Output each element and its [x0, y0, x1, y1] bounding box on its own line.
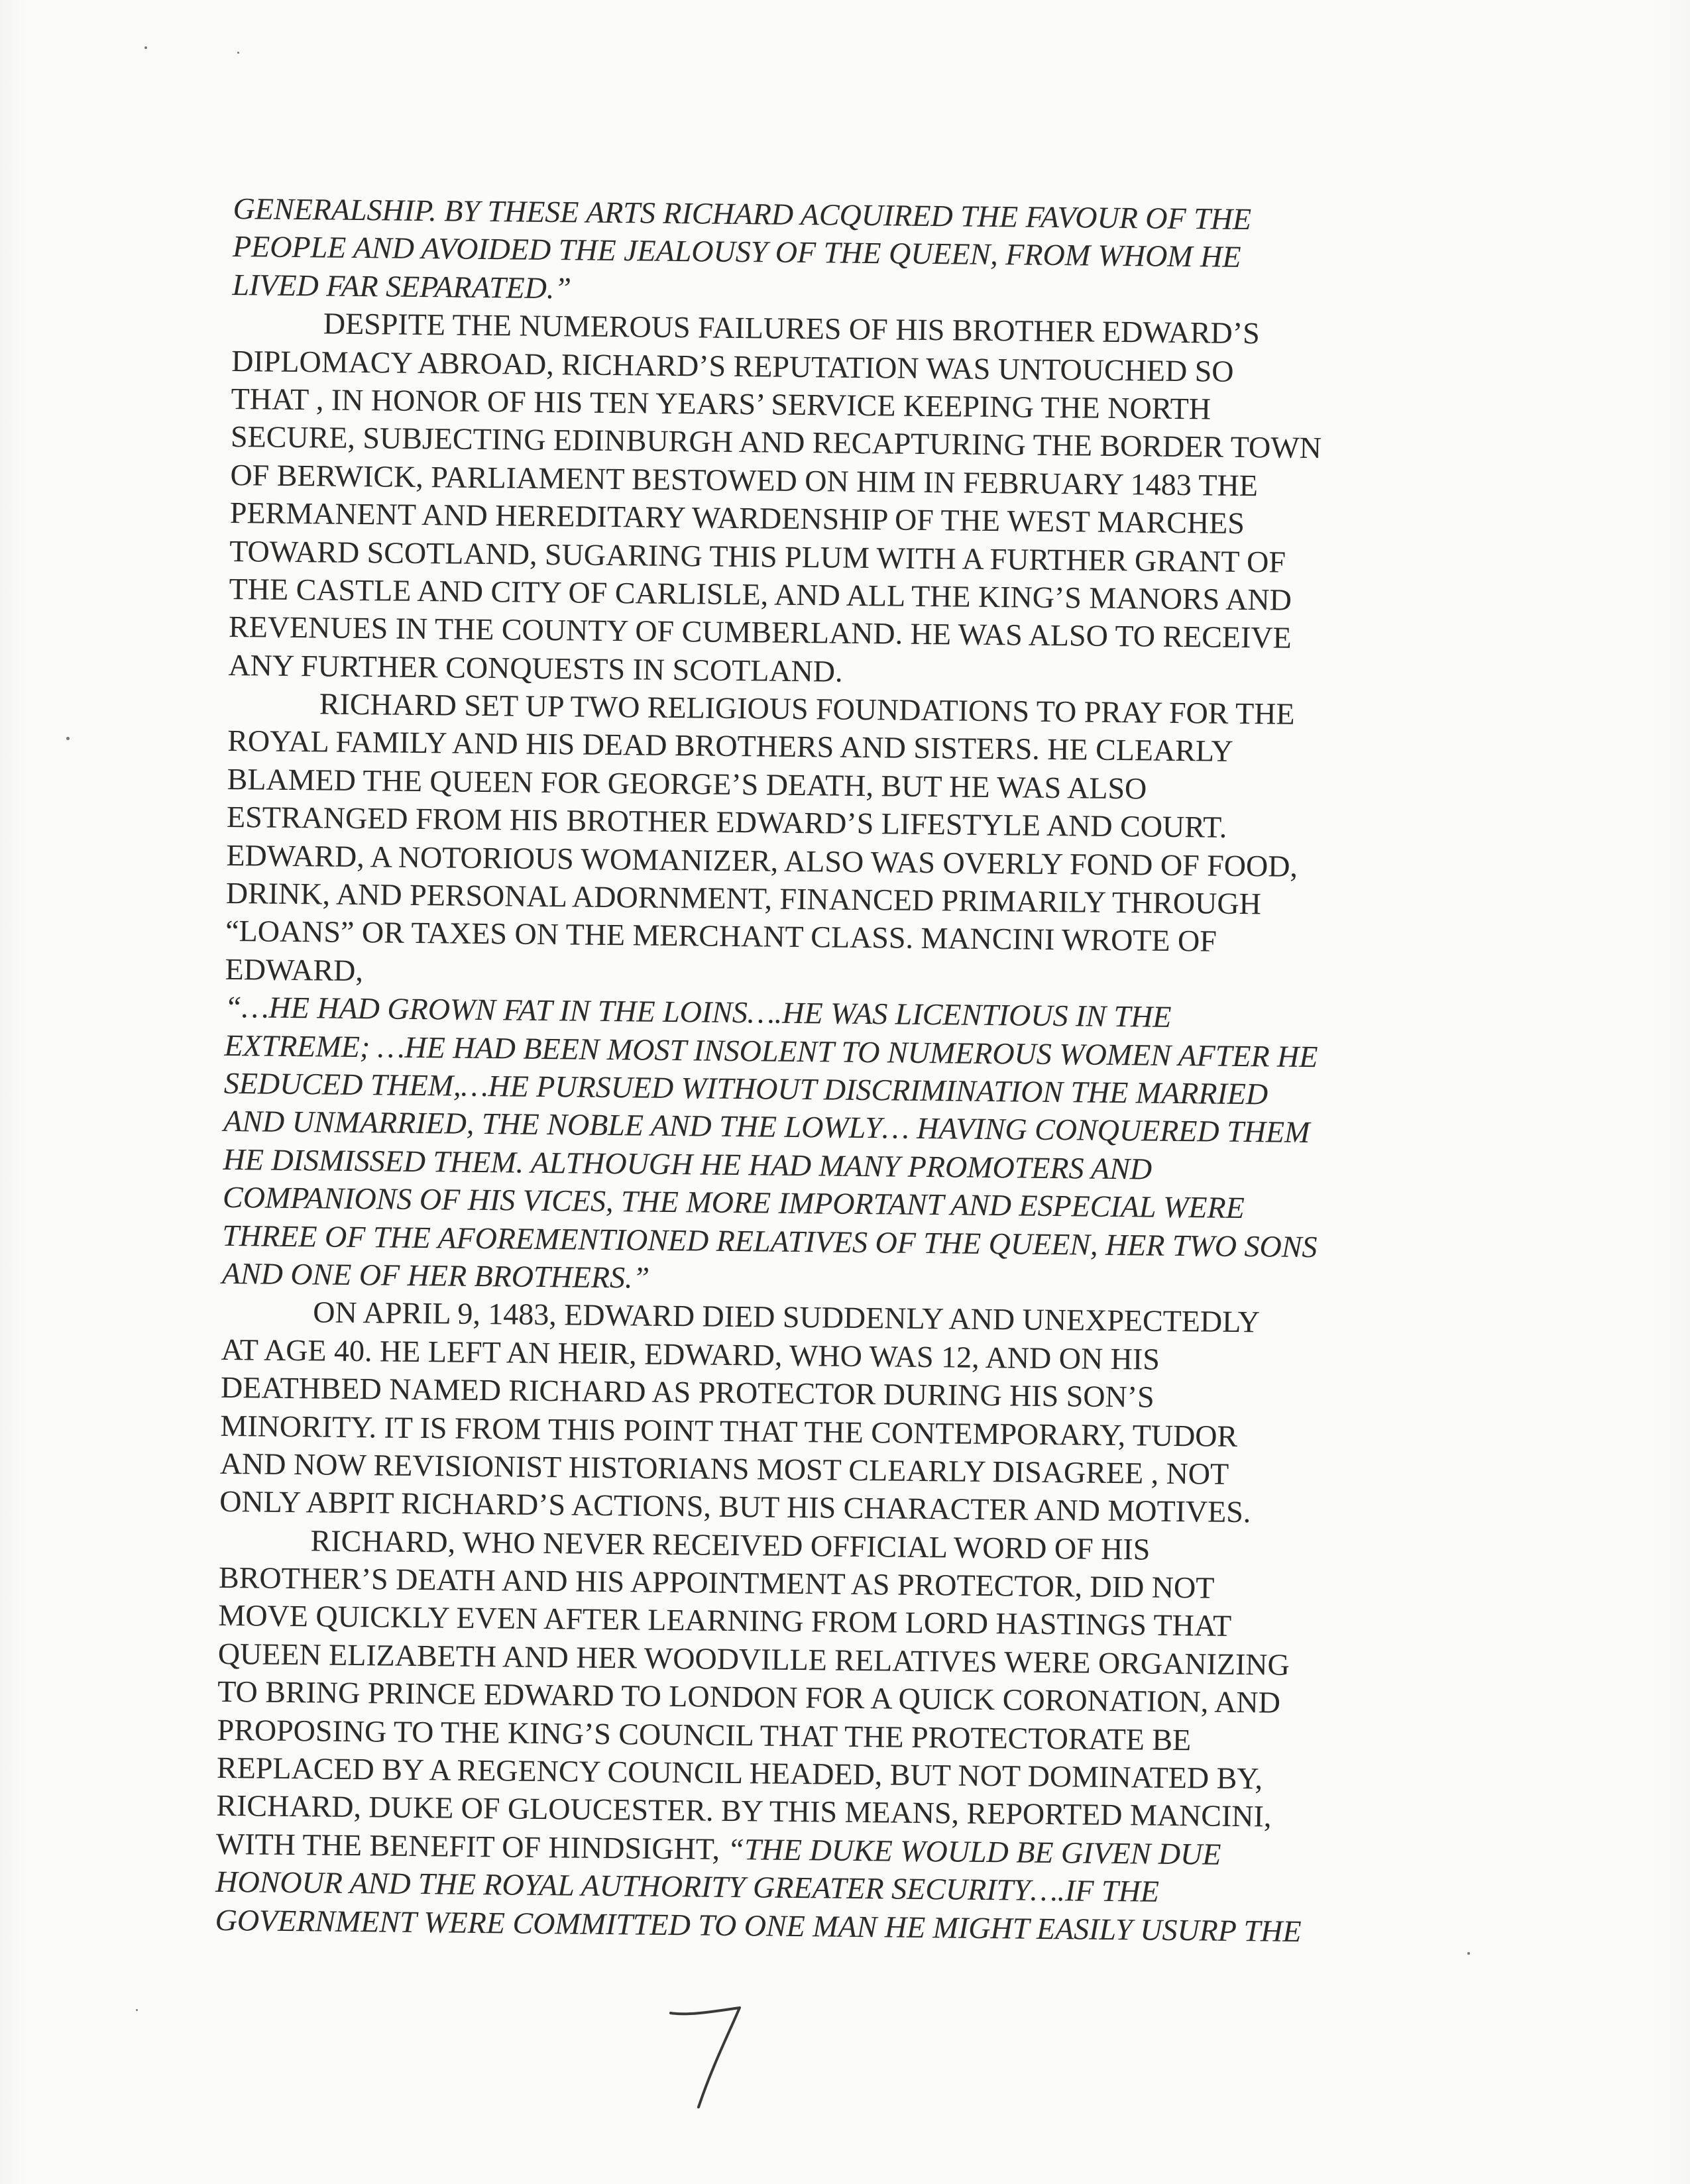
- text-line: ONLY ABPIT RICHARD’S ACTIONS, BUT HIS CHARACTER AND MOTIVES.: [219, 1484, 1251, 1529]
- text-line: DESPITE THE NUMEROUS FAILURES OF HIS BROTHER EDWARD’S: [323, 306, 1260, 351]
- text-line: GENERALSHIP. BY THESE ARTS RICHARD ACQUIRED THE FAVOUR OF THE: [233, 191, 1252, 237]
- quote-line: AND UNMARRIED, THE NOBLE AND THE LOWLY… HAVING CONQUERED THEM: [223, 1104, 1310, 1150]
- text-line: ROYAL FAMILY AND HIS DEAD BROTHERS AND SISTERS. HE CLEARLY: [227, 724, 1233, 769]
- text-line: ANY FURTHER CONQUESTS IN SCOTLAND.: [228, 647, 843, 688]
- handwritten-page-number: [665, 2001, 752, 2114]
- text-line: EDWARD, A NOTORIOUS WOMANIZER, ALSO WAS OVERLY FOND OF FOOD,: [226, 838, 1298, 883]
- scan-speck: [66, 737, 70, 740]
- page-number-seven-glyph: [665, 2001, 752, 2114]
- scan-speck: [144, 46, 147, 49]
- quote-line: “…HE HAD GROWN FAT IN THE LOINS….HE WAS LICENTIOUS IN THE: [224, 990, 1172, 1034]
- quote-line: AND ONE OF HER BROTHERS.”: [221, 1256, 650, 1295]
- text-line: DRINK, AND PERSONAL ADORNMENT, FINANCED PRIMARILY THROUGH: [225, 875, 1262, 921]
- quote-line: SEDUCED THEM,…HE PURSUED WITHOUT DISCRIMINATION THE MARRIED: [223, 1065, 1268, 1111]
- quote-line: HE DISMISSED THEM. ALTHOUGH HE HAD MANY PROMOTERS AND: [223, 1142, 1153, 1186]
- quote-start: “THE DUKE WOULD BE GIVEN DUE: [727, 1831, 1221, 1871]
- text-line: DEATHBED NAMED RICHARD AS PROTECTOR DURING HIS SON’S: [220, 1370, 1155, 1414]
- scan-speck: [1467, 1952, 1470, 1955]
- text-line: PROPOSING TO THE KING’S COUNCIL THAT THE PROTECTORATE BE: [217, 1712, 1192, 1757]
- text-line: PERMANENT AND HEREDITARY WARDENSHIP OF THE WEST MARCHES: [229, 496, 1245, 541]
- document-body: [215, 190, 1426, 1951]
- text-line: MINORITY. IT IS FROM THIS POINT THAT THE CONTEMPORARY, TUDOR: [220, 1408, 1238, 1453]
- quote-line: EXTREME; …HE HAD BEEN MOST INSOLENT TO NUMEROUS WOMEN AFTER HE: [224, 1028, 1318, 1073]
- text-line: TO BRING PRINCE EDWARD TO LONDON FOR A QUICK CORONATION, AND: [217, 1674, 1281, 1720]
- text-line: RICHARD, DUKE OF GLOUCESTER. BY THIS MEANS, REPORTED MANCINI,: [216, 1788, 1272, 1833]
- scan-speck: [136, 2009, 138, 2011]
- text-line: REVENUES IN THE COUNTY OF CUMBERLAND. HE WAS ALSO TO RECEIVE: [228, 610, 1292, 655]
- text-line: OF BERWICK, PARLIAMENT BESTOWED ON HIM IN FEBRUARY 1483 THE: [230, 457, 1259, 502]
- text-line: PEOPLE AND AVOIDED THE JEALOUSY OF THE QUEEN, FROM WHOM HE: [232, 229, 1241, 274]
- text-line: “LOANS” OR TAXES ON THE MERCHANT CLASS. MANCINI WROTE OF: [225, 914, 1217, 959]
- text-line: RICHARD SET UP TWO RELIGIOUS FOUNDATIONS TO PRAY FOR THE: [319, 686, 1295, 731]
- text-line: MOVE QUICKLY EVEN AFTER LEARNING FROM LORD HASTINGS THAT: [218, 1598, 1232, 1643]
- text-line: DIPLOMACY ABROAD, RICHARD’S REPUTATION WAS UNTOUCHED SO: [231, 343, 1234, 388]
- text-line: EDWARD,: [225, 952, 364, 987]
- scan-speck: [237, 52, 239, 54]
- text-line: ON APRIL 9, 1483, EDWARD DIED SUDDENLY AND UNEXPECTEDLY: [312, 1295, 1261, 1339]
- text-line: THAT , IN HONOR OF HIS TEN YEARS’ SERVICE KEEPING THE NORTH: [231, 381, 1211, 426]
- text-line: QUEEN ELIZABETH AND HER WOODVILLE RELATIVES WERE ORGANIZING: [217, 1636, 1290, 1682]
- quote-line: THREE OF THE AFOREMENTIONED RELATIVES OF THE QUEEN, HER TWO SONS: [222, 1218, 1318, 1264]
- text-line: REPLACED BY A REGENCY COUNCIL HEADED, BUT NOT DOMINATED BY,: [216, 1750, 1263, 1796]
- quote-line: GOVERNMENT WERE COMMITTED TO ONE MAN HE MIGHT EASILY USURP THE: [215, 1902, 1302, 1948]
- text-line: BLAMED THE QUEEN FOR GEORGE’S DEATH, BUT HE WAS ALSO: [227, 761, 1147, 806]
- text-line-lead: WITH THE BENEFIT OF HINDSIGHT,: [215, 1826, 728, 1866]
- text-line: BROTHER’S DEATH AND HIS APPOINTMENT AS PROTECTOR, DID NOT: [218, 1560, 1215, 1605]
- text-line: AND NOW REVISIONIST HISTORIANS MOST CLEARLY DISAGREE , NOT: [219, 1446, 1229, 1491]
- text-line: TOWARD SCOTLAND, SUGARING THIS PLUM WITH A FURTHER GRANT OF: [229, 533, 1286, 579]
- quote-line: HONOUR AND THE ROYAL AUTHORITY GREATER SECURITY….IF THE: [215, 1865, 1160, 1908]
- text-line: ESTRANGED FROM HIS BROTHER EDWARD’S LIFESTYLE AND COURT.: [226, 800, 1227, 845]
- text-line: SECURE, SUBJECTING EDINBURGH AND RECAPTURING THE BORDER TOWN: [230, 419, 1322, 465]
- quote-line: COMPANIONS OF HIS VICES, THE MORE IMPORTANT AND ESPECIAL WERE: [222, 1180, 1245, 1225]
- text-line: RICHARD, WHO NEVER RECEIVED OFFICIAL WORD OF HIS: [310, 1523, 1151, 1566]
- text-line: THE CASTLE AND CITY OF CARLISLE, AND ALL THE KING’S MANORS AND: [229, 571, 1292, 617]
- text-line: AT AGE 40. HE LEFT AN HEIR, EDWARD, WHO WAS 12, AND ON HIS: [221, 1332, 1160, 1376]
- text-line: LIVED FAR SEPARATED.”: [232, 267, 572, 305]
